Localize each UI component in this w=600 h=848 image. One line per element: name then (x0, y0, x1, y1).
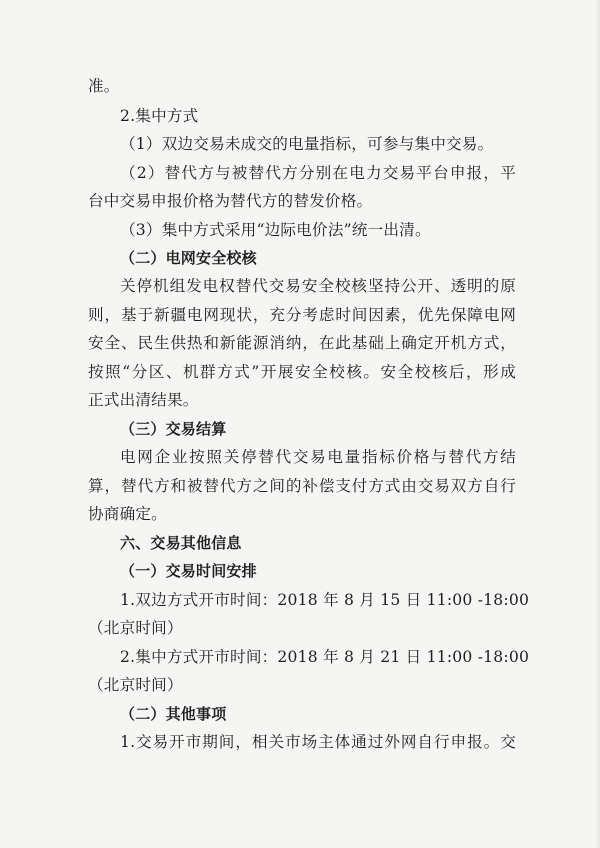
paragraph-line: 安全、民生供热和新能源消纳，在此基础上确定开机方式， (88, 334, 516, 352)
paragraph-line: （北京时间） (88, 619, 183, 637)
chapter-heading: 六、交易其他信息 (120, 534, 242, 552)
paragraph-line: 协商确定。 (88, 505, 167, 523)
paragraph-line: 正式出清结果。 (88, 391, 199, 409)
paragraph-line: 台中交易申报价格为替代方的替发价格。 (88, 192, 373, 210)
paragraph-line: 准。 (88, 77, 120, 95)
paragraph-line: （北京时间） (88, 676, 183, 694)
subsection-heading: （一）交易时间安排 (120, 562, 257, 580)
list-item: （2）替代方与被替代方分别在电力交易平台申报，平 (120, 164, 516, 182)
schedule-item: 1.双边方式开市时间：2018 年 8 月 15 日 11:00 -18:00 (120, 591, 530, 609)
paragraph-line: 按照“分区、机群方式”开展安全校核。安全校核后，形成 (88, 363, 516, 381)
paragraph-line: 1.交易开市期间，相关市场主体通过外网自行申报。交 (120, 733, 516, 751)
paragraph-line: 关停机组发电权替代交易安全校核坚持公开、透明的原 (120, 277, 516, 295)
subsection-heading: （三）交易结算 (120, 420, 227, 438)
schedule-item: 2.集中方式开市时间：2018 年 8 月 21 日 11:00 -18:00 (120, 648, 530, 666)
paragraph-line: 电网企业按照关停替代交易电量指标价格与替代方结 (120, 448, 516, 466)
paragraph-line: 算，替代方和被替代方之间的补偿支付方式由交易双方自行 (88, 477, 516, 495)
section-heading: 2.集中方式 (120, 107, 199, 125)
list-item: （3）集中方式采用“边际电价法”统一出清。 (120, 221, 431, 239)
paragraph-line: 则，基于新疆电网现状，充分考虑时间因素，优先保障电网 (88, 306, 516, 324)
page-edge-shadow (594, 0, 600, 848)
subsection-heading: （二）电网安全校核 (120, 249, 257, 267)
subsection-heading: （二）其他事项 (120, 705, 227, 723)
list-item: （1）双边交易未成交的电量指标，可参与集中交易。 (120, 135, 494, 153)
